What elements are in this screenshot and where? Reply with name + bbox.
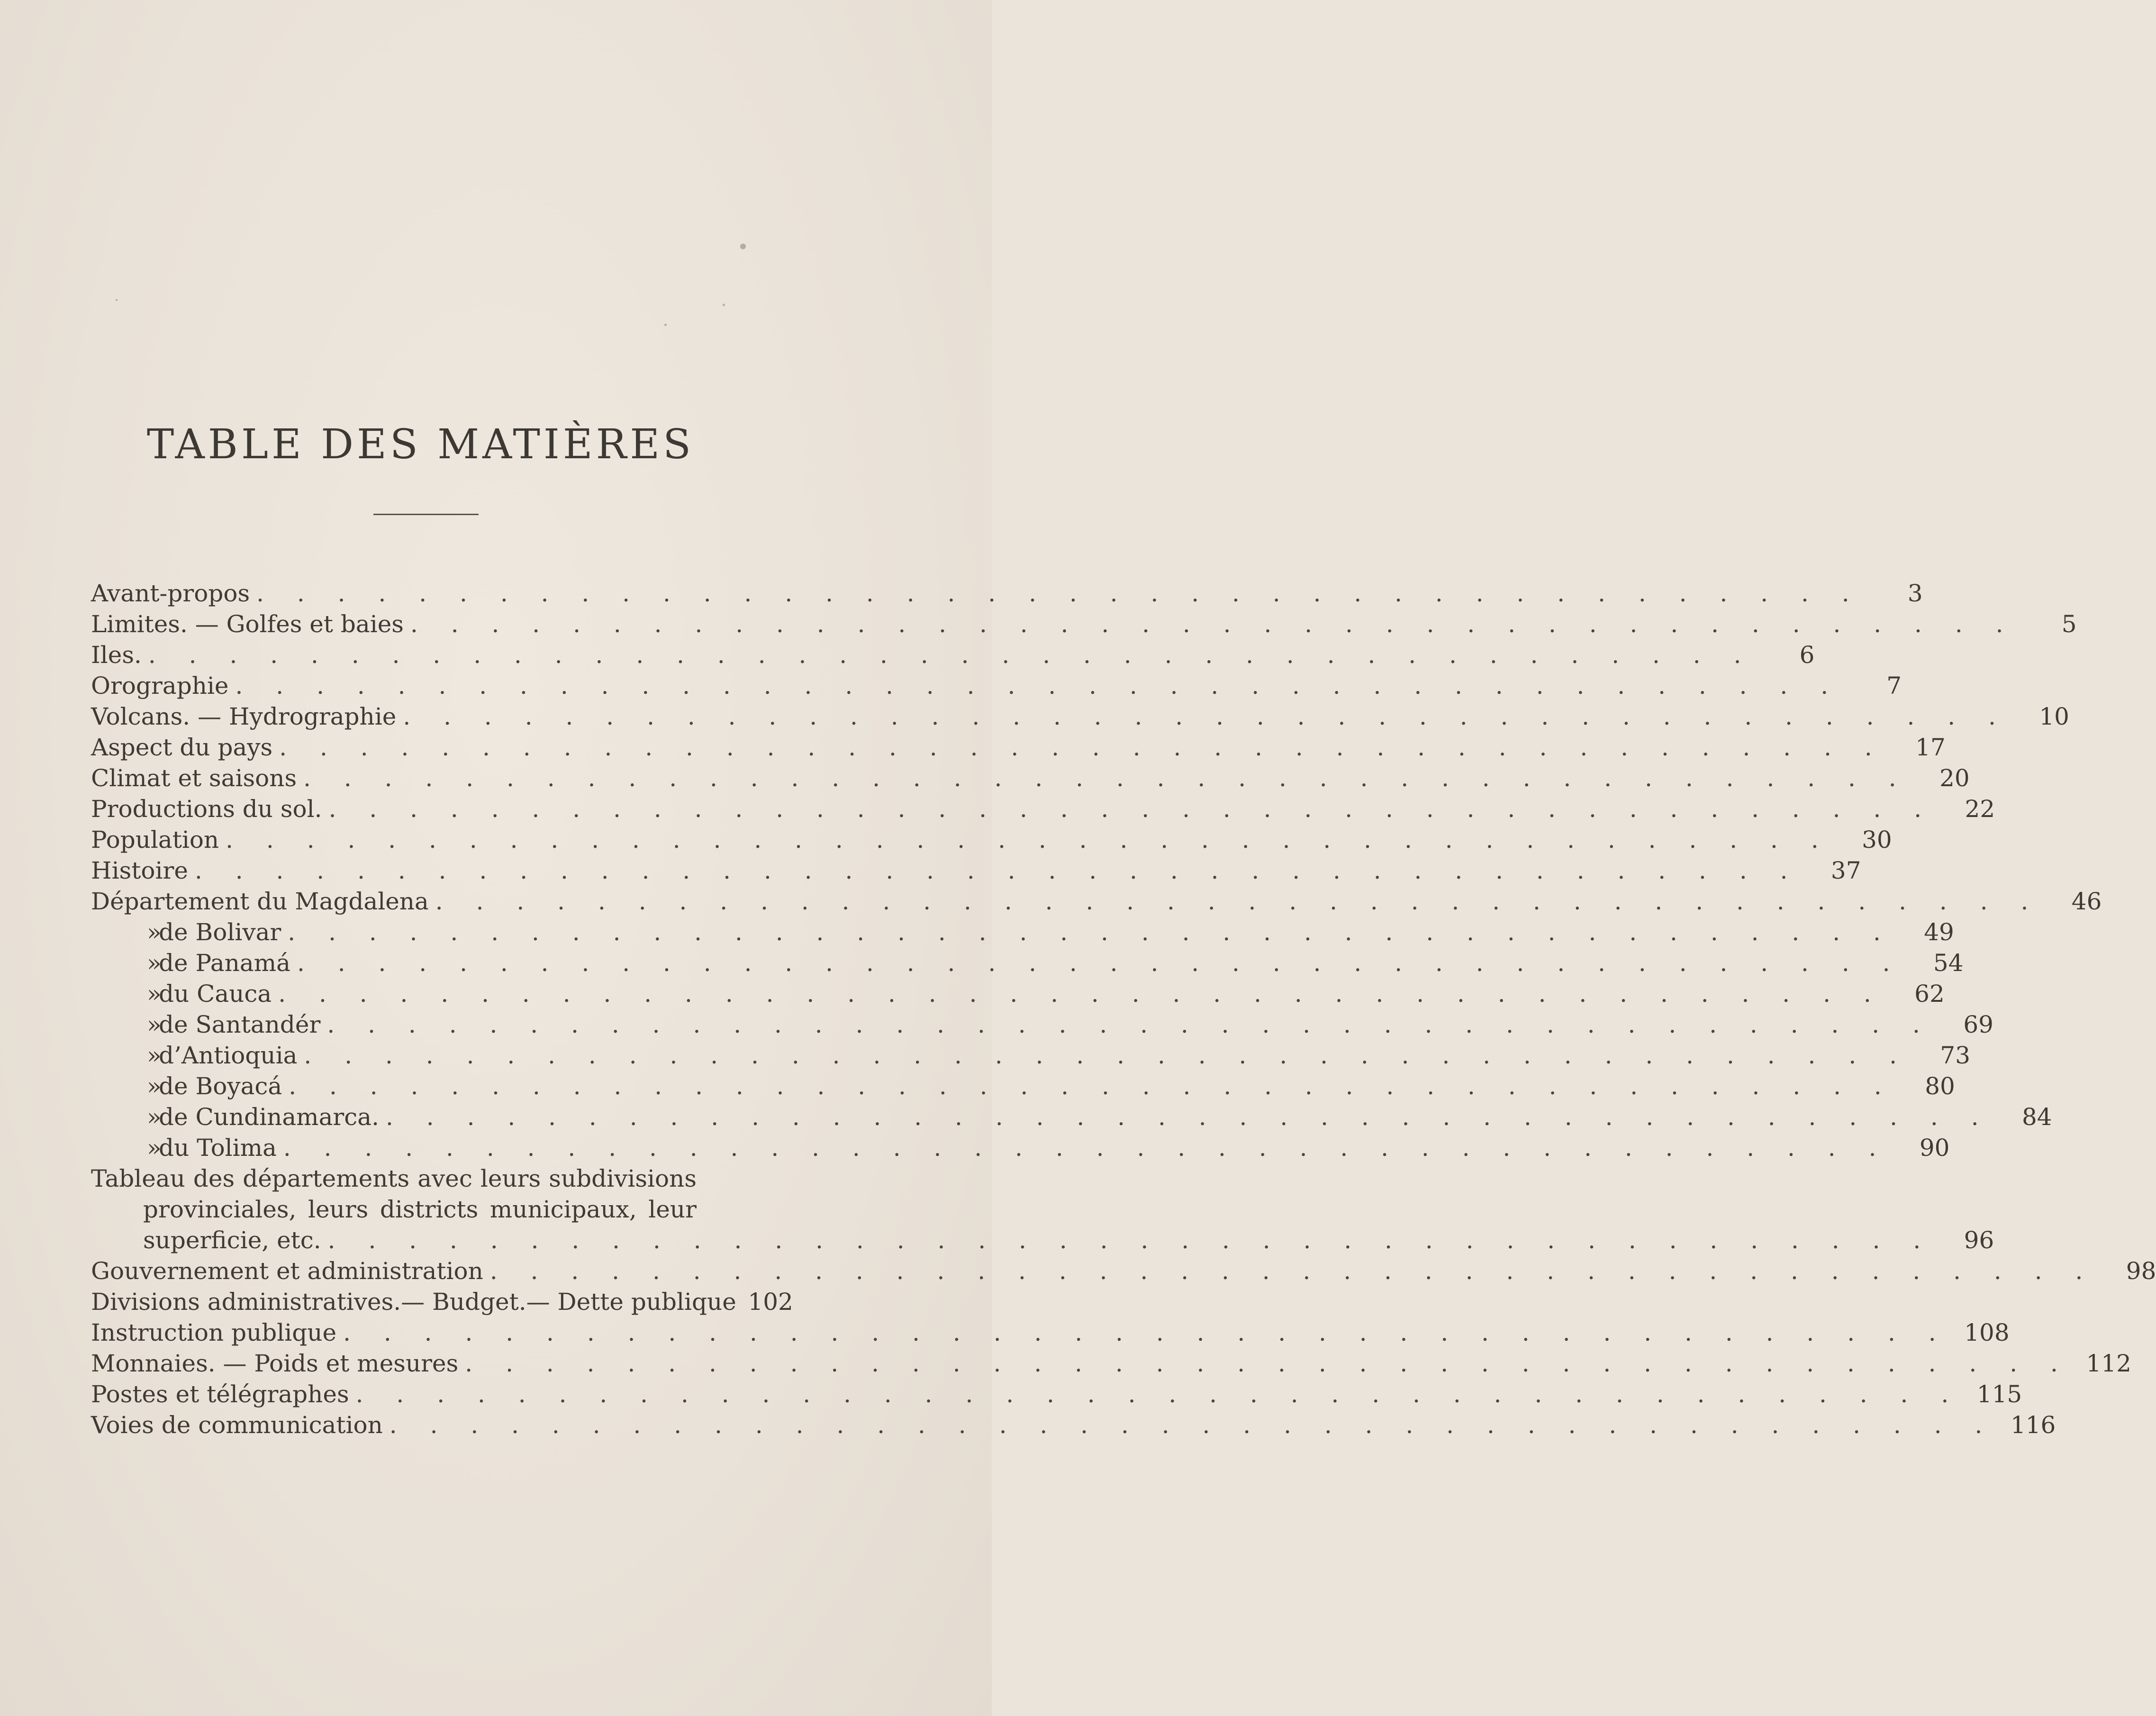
dot-leader: . . . . . . . . . . . . . . . . . . . . . . . . . . . . . . . . . . . . . . . .: [278, 980, 1884, 1008]
toc-entry-label: Limites. — Golfes et baies: [91, 610, 404, 638]
toc-entry-label: Avant-propos: [91, 580, 250, 607]
toc-entry[interactable]: [91, 825, 1892, 855]
dot-leader: . . . . . . . . . . . . . . . . . . . . . . . . . . . . . . . . . . . . . . . .: [435, 888, 2041, 915]
toc-sub-entry-label: de Bolivar: [159, 918, 281, 946]
toc-entry-page: 22: [1965, 795, 1995, 823]
page-title: TABLE DES MATIÈRES: [146, 421, 695, 468]
paper-speck: [116, 299, 118, 301]
toc-entry-label: Volcans. — Hydrographie: [91, 703, 397, 730]
toc-entry[interactable]: [91, 732, 1946, 763]
dot-leader: . . . . . . . . . . . . . . . . . . . . . . . . . . . . . . . . . . . . . . . .: [403, 703, 2009, 730]
ditto-mark: »: [147, 1103, 162, 1131]
dot-leader: . . . . . . . . . . . . . . . . . . . . . . . . . . . . . . . . . . . . . . . .: [389, 1411, 1995, 1439]
paper-speck: [740, 244, 746, 249]
toc-entry-label: Climat et saisons: [91, 764, 297, 792]
tableau-line-2: provinciales, leurs districts municipaux, leur: [143, 1196, 697, 1223]
ditto-mark: »: [147, 949, 162, 977]
tableau-line-3: superficie, etc.: [143, 1226, 321, 1254]
toc-sub-entry-label: de Boyacá: [159, 1072, 282, 1100]
toc-sub-entry[interactable]: [91, 948, 1964, 979]
toc-entry-label: Postes et télégraphes: [91, 1380, 349, 1408]
dot-leader: . . . . . . . . . . . . . . . . . . . . . . . . . . . . . . . . . . . . . . . .: [283, 1134, 1889, 1162]
toc-sub-entry-label: d’Antioquia: [159, 1042, 298, 1069]
toc-entry[interactable]: [91, 640, 1815, 671]
ditto-mark: »: [147, 1042, 162, 1069]
dot-leader: . . . . . . . . . . . . . . . . . . . . . . . . . . . . . . . . . . . . . . . .: [289, 1072, 1894, 1100]
dot-leader: . . . . . . . . . . . . . . . . . . . . . . . . . . . . . . . . . . . . . . . .: [226, 826, 1831, 853]
dot-leader: . . . . . . . . . . . . . . . . . . . . . . . . . . . . . . . . . . . . . . . .: [288, 918, 1893, 946]
toc-entry-page: 116: [2010, 1411, 2056, 1439]
toc-entry-page: 10: [2039, 703, 2069, 730]
toc-entry-page: 30: [1862, 826, 1892, 853]
toc-entry-page: 46: [2071, 888, 2102, 915]
toc-entry-label: Aspect du pays: [91, 734, 273, 761]
toc-entry-page: 84: [2021, 1103, 2052, 1131]
toc-sub-entry[interactable]: [91, 1009, 1993, 1040]
toc-entry-page: 73: [1940, 1042, 1971, 1069]
dot-leader: . . . . . . . . . . . . . . . . . . . . . . . . . . . . . . . . . . . . . . . .: [256, 580, 1862, 607]
toc-sub-entry-label: de Cundinamarca.: [159, 1103, 379, 1131]
toc-entry-page: 115: [1976, 1380, 2022, 1408]
toc-entry-page: 3: [1907, 580, 1923, 607]
toc-entry[interactable]: [91, 1410, 2056, 1441]
toc-entry-page: 96: [1964, 1226, 1994, 1254]
toc-sub-entry-label: du Tolima: [159, 1134, 277, 1162]
toc-entry-page: 7: [1886, 672, 1902, 699]
toc-entry-label: Département du Magdalena: [91, 888, 429, 915]
dot-leader: . . . . . . . . . . . . . . . . . . . . . . . . . . . . . . . . . . . . . . . .: [194, 857, 1801, 884]
toc-entry-page: 17: [1915, 734, 1946, 761]
table-of-contents: [91, 578, 2156, 1441]
toc-entry[interactable]: [91, 855, 1861, 886]
toc-sub-entry-label: de Panamá: [159, 949, 290, 977]
toc-entry-page: 37: [1830, 857, 1861, 884]
toc-entry[interactable]: [91, 578, 1923, 609]
title-rule: [373, 514, 479, 515]
toc-entry-tableau[interactable]: [91, 1163, 1994, 1256]
dot-leader: . . . . . . . . . . . . . . . . . . . . . . . . . . . . . . . . . . . . . . . .: [355, 1380, 1962, 1408]
dot-leader: . . . . . . . . . . . . . . . . . . . . . . . . . . . . . . . . . . . . . . . .: [148, 641, 1754, 669]
toc-entry-label: Orographie: [91, 672, 229, 699]
toc-sub-entry[interactable]: [91, 917, 1954, 948]
ditto-mark: »: [147, 1134, 162, 1162]
toc-sub-entry-label: de Santandér: [159, 1011, 321, 1038]
toc-entry-page: 80: [1925, 1072, 1955, 1100]
dot-leader: . . . . . . . . . . . . . . . . . . . . . . . . . . . . . . . . . . . . . . . .: [303, 764, 1909, 792]
paper-speck: [664, 324, 667, 326]
toc-entry-page: 102: [748, 1288, 793, 1316]
toc-entry-page: 54: [1933, 949, 1964, 977]
dot-leader: . . . . . . . . . . . . . . . . . . . . . . . . . . . . . . . . . . . . . . . .: [328, 795, 1935, 823]
dot-leader: . . . . . . . . . . . . . . . . . . . . . . . . . . . . . . . . . . . . . . . .: [489, 1257, 2096, 1285]
toc-sub-entry-label: du Cauca: [159, 980, 272, 1008]
dot-leader: . . . . . . . . . . . . . . . . . . . . . . . . . . . . . . . . . . . . . . . .: [279, 734, 1885, 761]
toc-entry-label: Productions du sol.: [91, 795, 322, 823]
ditto-mark: »: [147, 980, 162, 1008]
dot-leader: . . . . . . . . . . . . . . . . . . . . . . . . . . . . . . . . . . . . . . . .: [343, 1319, 1949, 1346]
toc-entry[interactable]: [91, 1348, 2131, 1379]
toc-entry-page: 98: [2126, 1257, 2156, 1285]
toc-sub-entry[interactable]: [91, 1102, 2052, 1133]
ditto-mark: »: [147, 1072, 162, 1100]
dot-leader: . . . . . . . . . . . . . . . . . . . . . . . . . . . . . . . . . . . . . . . .: [410, 610, 2016, 638]
toc-entry[interactable]: [91, 763, 1970, 794]
toc-entry-page: 108: [1964, 1319, 2010, 1346]
paper-speck: [723, 304, 725, 306]
toc-entry-label: Histoire: [91, 857, 188, 884]
toc-entry-label: Divisions administratives.— Budget.— Dette publique: [91, 1288, 736, 1316]
toc-entry[interactable]: [91, 671, 1902, 701]
toc-entry-page: 5: [2061, 610, 2077, 638]
dot-leader: . . . . . . . . . . . . . . . . . . . . . . . . . . . . . . . . . . . . . . . .: [465, 1350, 2071, 1377]
toc-entry[interactable]: [91, 701, 2069, 732]
ditto-mark: »: [147, 918, 162, 946]
toc-sub-entry[interactable]: [91, 1040, 1971, 1071]
toc-entry[interactable]: [91, 1317, 2010, 1348]
toc-entry-label: Iles.: [91, 641, 142, 669]
dot-leader: . . . . . . . . . . . . . . . . . . . . . . . . . . . . . . . . . . . . . . . .: [386, 1103, 1992, 1131]
toc-entry-label: Gouvernement et administration: [91, 1257, 483, 1285]
toc-entry-page: 90: [1919, 1134, 1950, 1162]
toc-sub-entry[interactable]: [91, 1133, 1950, 1163]
toc-entry[interactable]: [91, 794, 1995, 825]
toc-sub-entry[interactable]: [91, 1071, 1955, 1102]
ditto-mark: »: [147, 1011, 162, 1038]
dot-leader: . . . . . . . . . . . . . . . . . . . . . . . . . . . . . . . . . . . . . . . .: [327, 1011, 1933, 1038]
dot-leader: . . . . . . . . . . . . . . . . . . . . . . . . . . . . . . . . . . . . . . . .: [304, 1042, 1910, 1069]
toc-entry-page: 69: [1963, 1011, 1993, 1038]
toc-entry-page: 20: [1939, 764, 1970, 792]
dot-leader: . . . . . . . . . . . . . . . . . . . . . . . . . . . . . . . . . . . . . . . .: [235, 672, 1841, 699]
toc-entry-label: Monnaies. — Poids et mesures: [91, 1350, 459, 1377]
toc-entry-label: Voies de communication: [91, 1411, 383, 1439]
toc-entry[interactable]: [91, 1287, 793, 1317]
toc-entry-page: 62: [1914, 980, 1945, 1008]
dot-leader: . . . . . . . . . . . . . . . . . . . . . . . . . . . . . . . . . . . . . . . .: [297, 949, 1903, 977]
dot-leader: . . . . . . . . . . . . . . . . . . . . . . . . . . . . . . . . . . . . . . . .: [327, 1226, 1934, 1254]
toc-sub-entry[interactable]: [91, 979, 1945, 1009]
tableau-line-1: Tableau des départements avec leurs subdivisions: [91, 1165, 697, 1192]
toc-entry-page: 112: [2086, 1350, 2131, 1377]
toc-entry-label: Instruction publique: [91, 1319, 337, 1346]
toc-entry[interactable]: [91, 609, 2077, 640]
toc-entry-label: Population: [91, 826, 219, 853]
toc-entry-page: 49: [1924, 918, 1954, 946]
toc-entry[interactable]: [91, 1379, 2022, 1410]
toc-entry-page: 6: [1799, 641, 1815, 669]
toc-entry[interactable]: [91, 886, 2102, 917]
toc-entry[interactable]: [91, 1256, 2156, 1287]
